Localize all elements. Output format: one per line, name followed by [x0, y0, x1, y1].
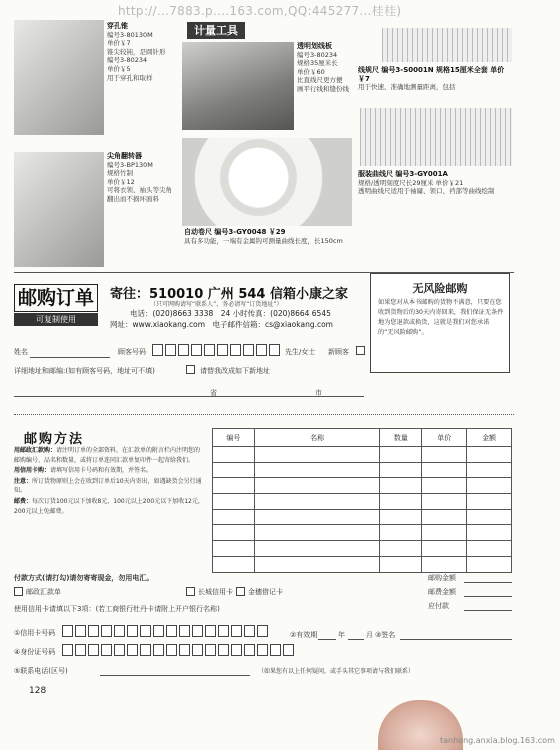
long-city-checkbox[interactable]: [186, 587, 195, 596]
product-title: 尖角翻转器: [107, 152, 142, 160]
method-title: 邮购方法: [24, 432, 85, 447]
product-line: 编号3-80234: [107, 56, 148, 65]
method-text: [14, 446, 206, 517]
product-line: 单价￥12: [107, 177, 135, 186]
product-title: 透明划线板: [297, 42, 332, 50]
due-field[interactable]: [464, 610, 512, 611]
product-line: 单价￥60: [297, 67, 325, 76]
new-customer-checkbox[interactable]: [356, 346, 365, 355]
product-tape-measure: [184, 228, 356, 268]
product-curve-ruler: [358, 170, 512, 270]
name-label: 姓名: [14, 348, 28, 356]
month-label: 月: [366, 631, 373, 639]
tool-banner: 计量工具: [187, 22, 245, 39]
product-title: 服装曲线尺 编号3-GY001A: [358, 170, 448, 178]
total-label: 邮购金额: [428, 574, 456, 582]
table-row: [213, 556, 512, 572]
order-subtitle: 可复制使用: [14, 313, 98, 326]
product-ruler-board: [297, 42, 365, 134]
product-title: 线规尺 编号3-S0001N 规格15厘米全套 单价￥7: [358, 66, 505, 83]
name-field[interactable]: [30, 357, 110, 358]
product-line: 编号3-80130M: [107, 30, 153, 39]
dotted-separator: [14, 414, 514, 415]
product-line: 用于快速、准确地测量距离，包括: [358, 83, 456, 92]
long-city-label: 长城信用卡: [198, 588, 233, 596]
product-line: 单价￥5: [107, 64, 131, 73]
product-line: 规格35厘米长: [297, 59, 338, 68]
payment-title: 付款方式(请打勾)请勿寄寄现金，勿用电汇。: [14, 574, 154, 582]
product-line: 用于穿孔和取样: [107, 73, 153, 82]
col-header-name: 名称: [254, 429, 380, 447]
new-customer-label: 新顾客: [328, 348, 349, 356]
product-line: 比直线尺更方便: [297, 76, 343, 85]
page-number: 128: [29, 686, 47, 696]
gender-label: 先生/女士: [285, 348, 316, 356]
contact-phone: 电话：(020)8663 3338 24 小时传真：(020)8664 6545: [130, 309, 331, 318]
corner-url: tanhong.anxia.blog.163.com: [440, 736, 555, 745]
gold-card-label: 金穗借记卡: [248, 588, 283, 596]
expiry-month-field[interactable]: [348, 639, 364, 640]
product-line: 可将衣领、袖头等尖角翻出而不损坏面料: [107, 186, 172, 203]
card-instruction: 使用信用卡请填以下3项：(若工商银行牡丹卡请附上开户银行名称): [14, 605, 220, 613]
expiry-year-field[interactable]: [318, 639, 336, 640]
expiry-label: ②有效期: [290, 631, 318, 639]
curve-ruler-photo: [360, 108, 512, 166]
risk-free-title: 无风险邮购: [412, 282, 468, 295]
product-line: 编号3-80234: [297, 50, 338, 59]
tel-label: ⑤联系电话(区号): [14, 667, 68, 675]
table-row: [213, 509, 512, 525]
address-note: （只可网购请写“联系人”，务必请写“订货地址”）: [150, 301, 283, 308]
id-boxes[interactable]: [62, 644, 294, 656]
order-title: 邮购订单: [14, 284, 98, 312]
tape-measure-photo: [182, 138, 352, 226]
ruler-board-photo: [182, 42, 294, 130]
product-title: 穿孔锥: [107, 22, 128, 30]
table-row: [213, 525, 512, 541]
product-line: 编号3-BP130M: [107, 160, 153, 169]
card-no-boxes[interactable]: [62, 625, 268, 637]
product-gauge: [358, 66, 512, 106]
mailing-address: 寄往：510010 广州 544 信箱小康之家: [110, 287, 348, 302]
product-line: 具有多功能，一端有金属钩可测量曲线长度，长150cm: [184, 236, 343, 245]
product-title: 自动卷尺 编号3-GY0048 ￥29: [184, 228, 286, 236]
product-line: 锥尖较钝，是圆针形: [107, 47, 166, 56]
total-field[interactable]: [464, 582, 512, 583]
card-no-label: ①信用卡号码: [14, 629, 56, 637]
col-header-qty: 数量: [380, 429, 422, 447]
order-table: [212, 428, 512, 573]
product-point-turner: [107, 152, 177, 270]
change-address-checkbox[interactable]: [186, 365, 195, 374]
risk-free-box: [370, 273, 510, 373]
table-row: [213, 478, 512, 494]
gauge-photo: [382, 28, 512, 62]
risk-free-text: 如果您对从本书邮购的货物不满意，只要在您收到货物后的30天内寄回来，我们保证无条件地为您退款或换货，这就是我们对您承诺的“无风险邮购”。: [378, 299, 504, 336]
point-turner-photo: [14, 152, 104, 267]
product-line: 画平行线和缝份线: [297, 84, 349, 93]
method-item: 用邮政汇款购：请注明订单的全部资料，在汇款单的附言栏内注明您的邮购编号、品名和数量，或将订单连同汇款单复印件一起寄给我们。: [14, 447, 201, 464]
postal-option-checkbox[interactable]: [14, 587, 23, 596]
tel-field[interactable]: [100, 675, 250, 676]
table-row: [213, 447, 512, 463]
tel-note: （如果您有以上任何疑问，或手头其它事项请与我们联系）: [258, 668, 415, 675]
product-line: 规格/透明刻度尺长29厘米 单价￥21: [358, 178, 464, 187]
sign-label: ③签名: [375, 631, 396, 639]
contact-web: 网址：www.xiaokang.com 电子邮件信箱：cs@xiaokang.com: [110, 320, 333, 329]
gold-card-checkbox[interactable]: [236, 587, 245, 596]
order-table-body[interactable]: [213, 447, 512, 573]
province-label: 省: [210, 389, 217, 397]
product-line: 透明曲线尺适用于袖窿、领口、裆部等曲线绘制: [358, 187, 495, 196]
city-label: 市: [315, 389, 322, 397]
table-row: [213, 462, 512, 478]
method-item: 用信用卡购：请填写信用卡号码和有效期，并签名。: [14, 467, 153, 475]
year-label: 年: [338, 631, 345, 639]
address-label: 详细地址和邮编:(如有顾客号码，地址可不填): [14, 367, 155, 375]
awl-photo: [14, 20, 104, 135]
product-line: 单价￥7: [107, 39, 131, 48]
table-row: [213, 494, 512, 510]
watermark-text: http://...7883.p....163.com,QQ:445277...桂桂): [118, 4, 402, 18]
table-row: [213, 541, 512, 557]
shipping-field[interactable]: [464, 596, 512, 597]
postal-option-label: 邮政汇款单: [26, 588, 61, 596]
col-header-amount: 金额: [467, 429, 512, 447]
product-awl: [107, 22, 177, 140]
id-label: ④身份证号码: [14, 648, 56, 656]
col-header-no: 编号: [213, 429, 255, 447]
col-header-price: 单价: [422, 429, 467, 447]
method-item: 注意：所订货物原则上会在收到订单后10天内寄出，如遇缺货会另行通知。: [14, 477, 202, 495]
change-address-label: 请替我改成如下新地址: [200, 367, 270, 375]
address-field[interactable]: [14, 396, 364, 397]
customer-no-boxes[interactable]: [152, 344, 280, 356]
shipping-label: 邮费金额: [428, 588, 456, 596]
product-line: 规格竹制: [107, 169, 133, 178]
customer-no-label: 顾客号码: [118, 348, 146, 356]
signature-field[interactable]: [400, 639, 512, 640]
method-item: 邮费：每次订货100元以下加收8元，100元以上200元以下加收12元，200元以上免邮费。: [14, 497, 204, 515]
due-label: 应付款: [428, 602, 449, 610]
